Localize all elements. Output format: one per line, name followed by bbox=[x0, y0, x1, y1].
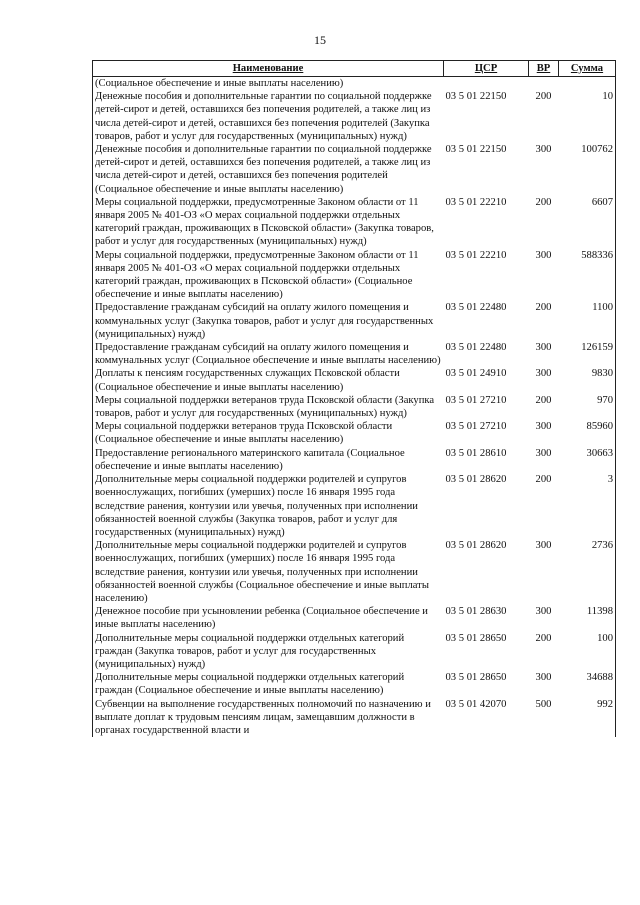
header-csr: ЦСР bbox=[444, 61, 529, 77]
row-csr: 03 5 01 22210 bbox=[445, 249, 507, 261]
row-vr: 200 bbox=[535, 91, 552, 103]
row-csr: 03 5 01 22210 bbox=[445, 196, 507, 208]
row-sum: 1100 bbox=[559, 301, 616, 341]
row-csr: 03 5 01 22150 bbox=[445, 144, 507, 156]
row-vr: 200 bbox=[535, 196, 552, 208]
row-sum: 34688 bbox=[559, 671, 616, 697]
table-row bbox=[93, 367, 616, 393]
row-vr: 200 bbox=[535, 632, 552, 644]
row-name: Предоставление регионального материнского капитала (Социальное обеспечение и иные выплаты населению) bbox=[93, 447, 444, 473]
row-sum: 2736 bbox=[559, 539, 616, 605]
table-row bbox=[93, 143, 616, 196]
row-csr: 03 5 01 28630 bbox=[445, 606, 507, 618]
table-row bbox=[93, 301, 616, 341]
row-name: Дополнительные меры социальной поддержки отдельных категорий граждан (Закупка товаров, работ и услуг для государственных (муниципальных) нужд) bbox=[93, 632, 444, 672]
table-row bbox=[93, 447, 616, 473]
row-name: Дополнительные меры социальной поддержки родителей и супругов военнослужащих, погибших (умерших) после 16 января 1995 года вследствие ранения, контузии или увечья, полученных при исполнении обязанностей военной службы (Закупка товаров, работ и услуг для государственных (муниципальных) нужд) bbox=[93, 473, 444, 539]
row-vr: 300 bbox=[535, 672, 552, 684]
row-name: Субвенции на выполнение государственных полномочий по назначению и выплате доплат к трудовым пенсиям лицам, замещавшим должности в органах государственной власти и bbox=[93, 698, 444, 738]
table-row bbox=[93, 90, 616, 143]
row-name: Доплаты к пенсиям государственных служащих Псковской области (Социальное обеспечение и иные выплаты населению) bbox=[93, 367, 444, 393]
row-name: Меры социальной поддержки ветеранов труда Псковской области (Закупка товаров, работ и услуг для государственных (муниципальных) нужд) bbox=[93, 394, 444, 420]
table-header-row bbox=[93, 61, 616, 77]
row-sum: 11398 bbox=[559, 605, 616, 631]
header-name: Наименование bbox=[93, 61, 444, 77]
page-number: 15 bbox=[314, 33, 326, 47]
row-sum: 30663 bbox=[559, 447, 616, 473]
row-vr: 300 bbox=[535, 368, 552, 380]
row-name: Дополнительные меры социальной поддержки родителей и супругов военнослужащих, погибших (умерших) после 16 января 1995 года вследствие ранения, контузии или увечья, полученных при исполнении обязанностей военной службы (Социальное обеспечение и иные выплаты населению) bbox=[93, 539, 444, 605]
row-sum: 9830 bbox=[559, 367, 616, 393]
budget-table bbox=[92, 60, 616, 737]
row-vr: 300 bbox=[535, 447, 552, 459]
row-csr: 03 5 01 27210 bbox=[445, 421, 507, 433]
table-row bbox=[93, 249, 616, 302]
header-vr: ВР bbox=[529, 61, 559, 77]
row-name: Дополнительные меры социальной поддержки отдельных категорий граждан (Социальное обеспечение и иные выплаты населению) bbox=[93, 671, 444, 697]
row-name: Меры социальной поддержки, предусмотренные Законом области от 11 января 2005 № 401-ОЗ «О мерах социальной поддержки отдельных категорий граждан, проживающих в Псковской области» (Социальное обеспечение и иные выплаты населению) bbox=[93, 249, 444, 302]
row-vr: 200 bbox=[535, 474, 552, 486]
row-csr: 03 5 01 42070 bbox=[445, 698, 507, 710]
row-sum: 85960 bbox=[559, 420, 616, 446]
row-sum: 588336 bbox=[559, 249, 616, 302]
row-sum: 6607 bbox=[559, 196, 616, 249]
row-name: Денежные пособия и дополнительные гарантии по социальной поддержке детей-сирот и детей, оставшихся без попечения родителей, а также лиц из числа детей-сирот и детей, оставшихся без попечения родителей (Социальное обеспечение и иные выплаты населению) bbox=[93, 143, 444, 196]
row-name: Денежные пособия и дополнительные гарантии по социальной поддержке детей-сирот и детей, оставшихся без попечения родителей, а также лиц из числа детей-сирот и детей, оставшихся без попечения родителей (Закупка товаров, работ и услуг для государственных (муниципальных) нужд) bbox=[93, 90, 444, 143]
row-name: Меры социальной поддержки ветеранов труда Псковской области (Социальное обеспечение и иные выплаты населению) bbox=[93, 420, 444, 446]
row-vr: 300 bbox=[535, 540, 552, 552]
table-row bbox=[93, 341, 616, 367]
row-vr: 300 bbox=[535, 342, 552, 354]
row-csr: 03 5 01 28650 bbox=[445, 672, 507, 684]
continued-text: (Социальное обеспечение и иные выплаты населению) bbox=[93, 77, 444, 91]
row-sum: 3 bbox=[559, 473, 616, 539]
row-sum: 100 bbox=[559, 632, 616, 672]
header-sum: Сумма bbox=[559, 61, 616, 77]
row-sum: 10 bbox=[559, 90, 616, 143]
table-row bbox=[93, 698, 616, 738]
row-csr: 03 5 01 22480 bbox=[445, 342, 507, 354]
row-vr: 200 bbox=[535, 302, 552, 314]
row-sum: 100762 bbox=[559, 143, 616, 196]
table-row bbox=[93, 473, 616, 539]
row-vr: 300 bbox=[535, 144, 552, 156]
row-sum: 126159 bbox=[559, 341, 616, 367]
table-row bbox=[93, 671, 616, 697]
row-name: Предоставление гражданам субсидий на оплату жилого помещения и коммунальных услуг (Закупка товаров, работ и услуг для государственных (муниципальных) нужд) bbox=[93, 301, 444, 341]
row-vr: 200 bbox=[535, 394, 552, 406]
table-row bbox=[93, 632, 616, 672]
continued-row bbox=[93, 77, 616, 91]
row-csr: 03 5 01 28620 bbox=[445, 540, 507, 552]
row-vr: 300 bbox=[535, 421, 552, 433]
row-csr: 03 5 01 28610 bbox=[445, 447, 507, 459]
row-csr: 03 5 01 22480 bbox=[445, 302, 507, 314]
table-row bbox=[93, 394, 616, 420]
row-vr: 300 bbox=[535, 249, 552, 261]
row-name: Предоставление гражданам субсидий на оплату жилого помещения и коммунальных услуг (Социальное обеспечение и иные выплаты населению) bbox=[93, 341, 444, 367]
row-sum: 970 bbox=[559, 394, 616, 420]
table-row bbox=[93, 420, 616, 446]
row-csr: 03 5 01 27210 bbox=[445, 394, 507, 406]
row-vr: 300 bbox=[535, 606, 552, 618]
table-row bbox=[93, 196, 616, 249]
table-row bbox=[93, 605, 616, 631]
row-csr: 03 5 01 28620 bbox=[445, 474, 507, 486]
row-csr: 03 5 01 28650 bbox=[445, 632, 507, 644]
row-sum: 992 bbox=[559, 698, 616, 738]
table-row bbox=[93, 539, 616, 605]
row-name: Денежное пособие при усыновлении ребенка (Социальное обеспечение и иные выплаты населению) bbox=[93, 605, 444, 631]
row-vr: 500 bbox=[535, 698, 552, 710]
row-csr: 03 5 01 24910 bbox=[445, 368, 507, 380]
row-csr: 03 5 01 22150 bbox=[445, 91, 507, 103]
row-name: Меры социальной поддержки, предусмотренные Законом области от 11 января 2005 № 401-ОЗ «О мерах социальной поддержки отдельных категорий граждан, проживающих в Псковской области» (Закупка товаров, работ и услуг для государственных (муниципальных) нужд) bbox=[93, 196, 444, 249]
